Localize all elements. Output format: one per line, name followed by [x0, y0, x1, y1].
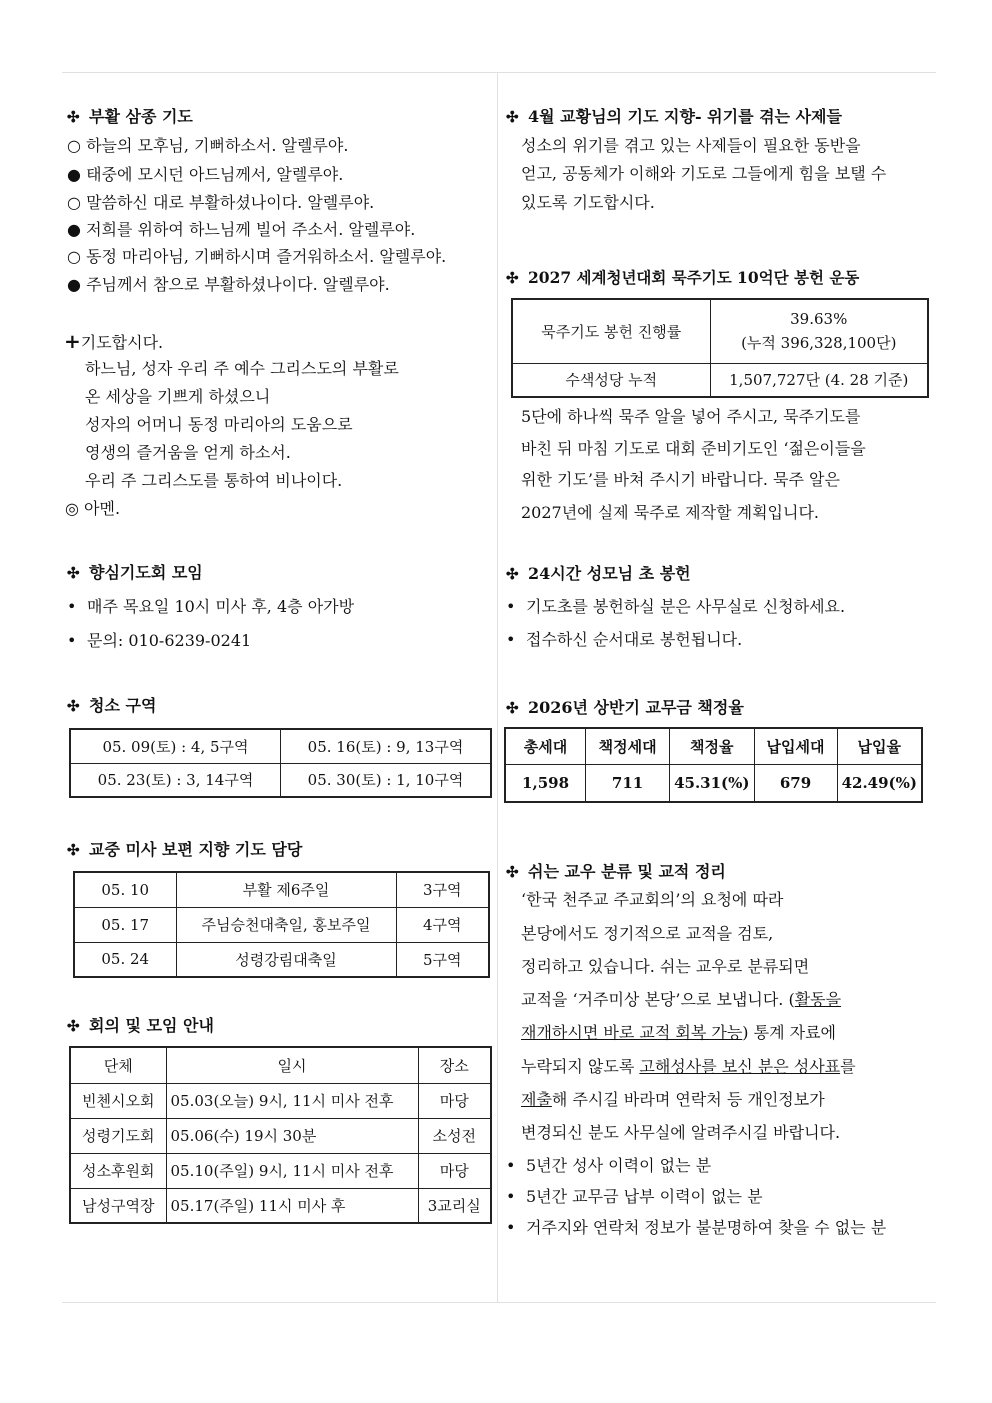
- list-item: • 5년간 성사 이력이 없는 분: [506, 1156, 712, 1175]
- table-cell: 마당: [418, 1083, 491, 1118]
- section-heading-meetings: ✣ 회의 및 모임 안내: [67, 1016, 214, 1035]
- table-cell: 남성구역장: [70, 1188, 166, 1223]
- table-cell: 성령기도회: [70, 1118, 166, 1153]
- table-cell: 4구역: [396, 907, 489, 942]
- table-row: [512, 299, 928, 363]
- cleaning-table: [69, 728, 492, 798]
- meetings-table: [69, 1046, 492, 1224]
- wyd-line: 2027년에 실제 묵주로 제작할 계획입니다.: [521, 503, 819, 522]
- resting-line: 변경되신 분도 사무실에 알려주시길 바랍니다.: [521, 1123, 841, 1142]
- cross-icon: ✣: [67, 1017, 80, 1035]
- pray-line: 영생의 즐거움을 얻게 하소서.: [85, 443, 291, 462]
- table-row: [74, 942, 489, 977]
- bottom-rule: [62, 1302, 936, 1303]
- section-heading-candle: ✣ 24시간 성모님 초 봉헌: [506, 564, 691, 583]
- table-header-cell: 총세대: [505, 728, 586, 764]
- section-heading-easter-angelus: ✣ 부활 삼종 기도: [67, 107, 193, 126]
- table-cell: 05.03(오늘) 9시, 11시 미사 전후: [166, 1083, 418, 1118]
- cross-icon: ✣: [67, 841, 80, 859]
- resting-line: 교적을 ‘거주미상 본당’으로 보냅니다. (활동을: [521, 990, 842, 1009]
- table-cell: 05. 09(토) : 4, 5구역: [70, 729, 281, 763]
- table-header-cell: 단체: [70, 1047, 166, 1083]
- table-cell: 부활 제6주일: [176, 872, 396, 907]
- table-row: [70, 1118, 491, 1153]
- table-cell: 05. 30(토) : 1, 10구역: [281, 763, 492, 797]
- section-heading-wyd: ✣ 2027 세계청년대회 묵주기도 10억단 봉헌 운동: [506, 268, 860, 287]
- table-cell: 성소후원회: [70, 1153, 166, 1188]
- prayer-line: ● 태중에 모시던 아드님께서, 알렐루야.: [67, 165, 344, 184]
- plus-cross-icon: +: [64, 329, 81, 353]
- table-row: [74, 907, 489, 942]
- cross-icon: ✣: [67, 564, 80, 582]
- table-cell: [710, 299, 928, 363]
- amen-line: ◎ 아멘.: [65, 499, 121, 518]
- table-cell: 679: [754, 764, 837, 802]
- pray-line: 성자의 어머니 동정 마리아의 도움으로: [85, 415, 353, 434]
- pray-line: 우리 주 그리스도를 통하여 비나이다.: [85, 471, 343, 490]
- table-cell: 05. 10: [74, 872, 176, 907]
- table-cell: 마당: [418, 1153, 491, 1188]
- table-row: [74, 872, 489, 907]
- table-cell: 5구역: [396, 942, 489, 977]
- table-header-cell: 책정율: [670, 728, 754, 764]
- table-row: [70, 1188, 491, 1223]
- table-cell: 45.31(%): [670, 764, 754, 802]
- table-cell: 1,598: [505, 764, 586, 802]
- mass-intention-table: [73, 871, 490, 978]
- cross-icon: ✣: [506, 863, 519, 881]
- resting-line: 본당에서도 정기적으로 교적을 검토,: [521, 924, 774, 943]
- rosary-progress-table: [511, 298, 929, 398]
- top-rule: [62, 72, 936, 73]
- table-row: [70, 1083, 491, 1118]
- prayer-line: ○ 하늘의 모후님, 기뻐하소서. 알렐루야.: [67, 136, 349, 155]
- pope-line: 있도록 기도합시다.: [521, 193, 655, 212]
- table-cell: 소성전: [418, 1118, 491, 1153]
- section-heading-cleaning: ✣ 청소 구역: [67, 696, 157, 715]
- resting-line: ‘한국 천주교 주교회의’의 요청에 따라: [521, 890, 784, 909]
- section-heading-hyangsim: ✣ 향심기도회 모임: [67, 563, 203, 582]
- table-cell: 성령강림대축일: [176, 942, 396, 977]
- section-heading-resting-members: ✣ 쉬는 교우 분류 및 교적 정리: [506, 862, 726, 881]
- progress-percent: 39.63%: [790, 310, 848, 329]
- list-item: • 매주 목요일 10시 미사 후, 4층 아가방: [67, 597, 355, 616]
- dues-table: [504, 727, 923, 803]
- table-header-row: [70, 1047, 491, 1083]
- wyd-line: 바친 뒤 마침 기도로 대회 준비기도인 ‘젊은이들을: [521, 439, 866, 458]
- list-item: • 접수하신 순서대로 봉헌됩니다.: [506, 630, 743, 649]
- table-cell: 05.10(주일) 9시, 11시 미사 전후: [166, 1153, 418, 1188]
- cross-icon: ✣: [67, 697, 80, 715]
- table-cell: 711: [586, 764, 670, 802]
- table-cell: 42.49(%): [837, 764, 922, 802]
- prayer-line: ● 저희를 위하여 하느님께 빌어 주소서. 알렐루야.: [67, 220, 416, 239]
- list-item: • 거주지와 연락처 정보가 불분명하여 찾을 수 없는 분: [506, 1218, 887, 1237]
- cross-icon: ✣: [506, 565, 519, 583]
- column-divider: [497, 72, 498, 1302]
- pope-line: 성소의 위기를 겪고 있는 사제들이 필요한 동반을: [521, 136, 861, 155]
- pray-heading: +기도합시다.: [64, 329, 164, 353]
- list-item: • 기도초를 봉헌하실 분은 사무실로 신청하세요.: [506, 597, 846, 616]
- table-cell: 3교리실: [418, 1188, 491, 1223]
- section-heading-pope-intention: ✣ 4월 교황님의 기도 지향- 위기를 겪는 사제들: [506, 107, 842, 126]
- table-cell: 05. 23(토) : 3, 14구역: [70, 763, 281, 797]
- table-cell: 3구역: [396, 872, 489, 907]
- list-item: • 문의: 010-6239-0241: [67, 631, 252, 650]
- table-cell: 05. 16(토) : 9, 13구역: [281, 729, 492, 763]
- section-heading-dues: ✣ 2026년 상반기 교무금 책정율: [506, 698, 744, 717]
- cross-icon: ✣: [506, 699, 519, 717]
- table-cell: 05.17(주일) 11시 미사 후: [166, 1188, 418, 1223]
- table-cell: 05. 17: [74, 907, 176, 942]
- list-item: • 5년간 교무금 납부 이력이 없는 분: [506, 1187, 763, 1206]
- progress-cumulative: (누적 396,328,100단): [741, 334, 897, 353]
- table-cell: 빈첸시오회: [70, 1083, 166, 1118]
- pray-line: 하느님, 성자 우리 주 예수 그리스도의 부활로: [85, 359, 399, 378]
- prayer-line: ● 주님께서 참으로 부활하셨나이다. 알렐루야.: [67, 275, 390, 294]
- table-header-cell: 장소: [418, 1047, 491, 1083]
- resting-line: 재개하시면 바로 교적 회복 가능) 통계 자료에: [521, 1023, 836, 1042]
- table-cell: 05. 24: [74, 942, 176, 977]
- table-row: [512, 363, 928, 397]
- table-cell: 묵주기도 봉헌 진행률: [512, 299, 710, 363]
- cross-icon: ✣: [67, 108, 80, 126]
- table-cell: 주님승천대축일, 홍보주일: [176, 907, 396, 942]
- table-row: [70, 729, 491, 763]
- table-header-row: [505, 728, 922, 764]
- table-cell: 1,507,727단 (4. 28 기준): [710, 363, 928, 397]
- wyd-line: 5단에 하나씩 묵주 알을 넣어 주시고, 묵주기도를: [521, 407, 861, 426]
- resting-line: 제출해 주시길 바라며 연락처 등 개인정보가: [521, 1090, 825, 1109]
- table-header-cell: 납입세대: [754, 728, 837, 764]
- table-header-cell: 일시: [166, 1047, 418, 1083]
- wyd-line: 위한 기도’를 바쳐 주시기 바랍니다. 묵주 알은: [521, 470, 840, 489]
- table-row: [70, 763, 491, 797]
- section-heading-mass-intention: ✣ 교중 미사 보편 지향 기도 담당: [67, 840, 303, 859]
- prayer-line: ○ 동정 마리아님, 기뻐하시며 즐거워하소서. 알렐루야.: [67, 247, 447, 266]
- table-header-cell: 납입율: [837, 728, 922, 764]
- table-row: [505, 764, 922, 802]
- cross-icon: ✣: [506, 269, 519, 287]
- cross-icon: ✣: [506, 108, 519, 126]
- resting-line: 누락되지 않도록 고해성사를 보신 분은 성사표를: [521, 1057, 856, 1076]
- table-cell: 05.06(수) 19시 30분: [166, 1118, 418, 1153]
- table-cell: 수색성당 누적: [512, 363, 710, 397]
- pope-line: 얻고, 공동체가 이해와 기도로 그들에게 힘을 보탤 수: [521, 164, 887, 183]
- table-header-cell: 책정세대: [586, 728, 670, 764]
- pray-line: 온 세상을 기쁘게 하셨으니: [85, 387, 271, 406]
- resting-line: 정리하고 있습니다. 쉬는 교우로 분류되면: [521, 957, 810, 976]
- table-row: [70, 1153, 491, 1188]
- prayer-line: ○ 말씀하신 대로 부활하셨나이다. 알렐루야.: [67, 193, 375, 212]
